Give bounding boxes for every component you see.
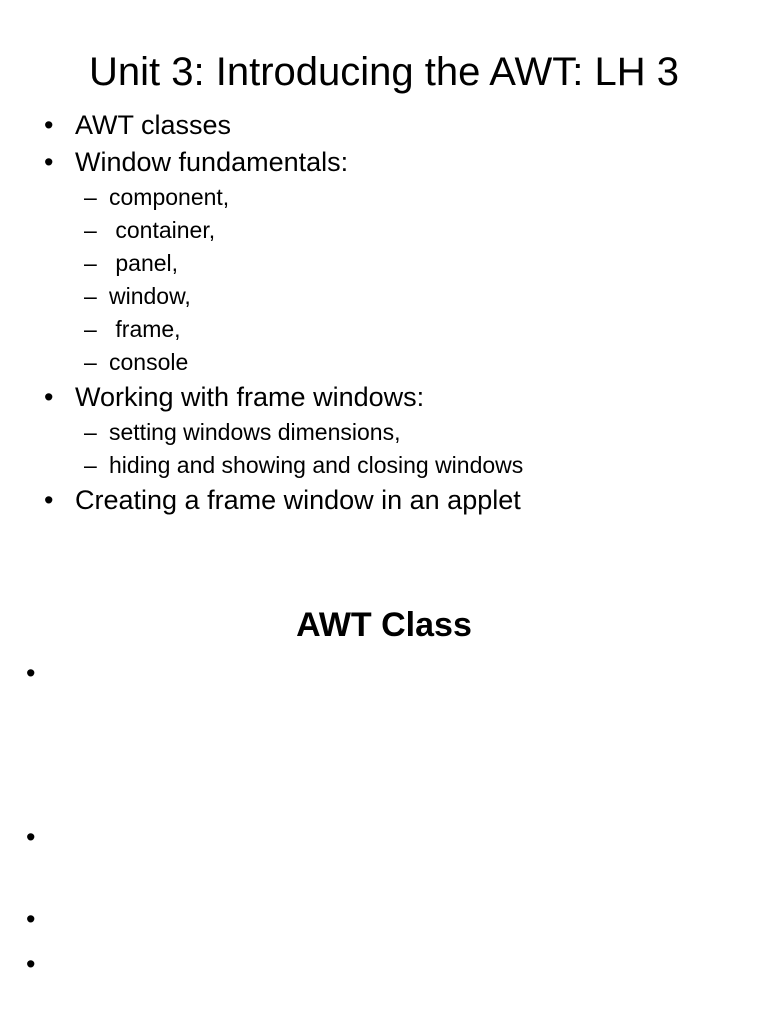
sub-bullet-item [44,280,744,313]
sub-bullet-item [44,346,744,379]
empty-bullet-marker: • [26,822,36,852]
bullet-text: console [109,349,189,375]
bullet-text: Working with frame windows: [75,382,425,412]
empty-bullet-marker: • [26,949,36,979]
dash-marker: – [84,250,97,276]
bullet-text: AWT classes [75,110,232,140]
bullet-text: frame, [109,316,181,342]
dash-marker: – [84,452,97,478]
bullet-text: panel, [109,250,179,276]
bullet-marker: • [44,485,54,515]
slide-title: AWT Class [296,606,472,644]
bullet-list [44,107,744,519]
bullet-marker: • [44,382,54,412]
sub-bullet-item [44,416,744,449]
sub-bullet-item [44,449,744,482]
bullet-text: window, [109,283,191,309]
bullet-list [26,580,66,1024]
bullet-text: Window fundamentals: [75,147,349,177]
bullet-marker: • [44,147,54,177]
sub-bullet-item [44,247,744,280]
sub-bullet-item [44,214,744,247]
empty-bullet-marker: • [26,658,36,688]
bullet-item [44,482,744,519]
bullet-item [44,379,744,416]
bullet-text: hiding and showing and closing windows [109,452,524,478]
bullet-item [44,144,744,181]
slide-title: Unit 3: Introducing the AWT: LH 3 [89,50,679,94]
dash-marker: – [84,184,97,210]
sub-bullet-item [44,313,744,346]
bullet-text: container, [109,217,216,243]
dash-marker: – [84,419,97,445]
bullet-marker: • [44,110,54,140]
slide-awt-class [0,580,768,1024]
bullet-text: Creating a frame window in an applet [75,485,521,515]
bullet-text: component, [109,184,230,210]
dash-marker: – [84,349,97,375]
dash-marker: – [84,217,97,243]
bullet-item [44,107,744,144]
dash-marker: – [84,283,97,309]
dash-marker: – [84,316,97,342]
sub-bullet-item [44,181,744,214]
empty-bullet-marker: • [26,904,36,934]
bullet-text: setting windows dimensions, [109,419,401,445]
